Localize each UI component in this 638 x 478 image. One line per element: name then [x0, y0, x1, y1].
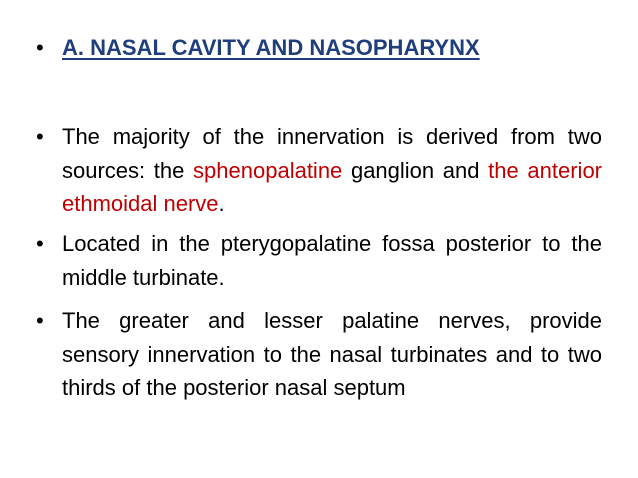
bullet-marker: • — [36, 124, 44, 149]
highlight-anterior-ethmoidal-nerve: the anterior ethmoidal nerve — [62, 157, 603, 216]
text-run: ganglion and — [342, 157, 489, 183]
highlight-sphenopalatine: sphenopalatine — [193, 157, 343, 183]
bullet-text — [62, 120, 602, 221]
text-run: The majority of the innervation is derived from two sources: the — [62, 124, 602, 183]
title-row — [36, 33, 602, 63]
bullet-marker: • — [36, 35, 44, 60]
bullet-marker: • — [36, 231, 44, 256]
text-run: . — [218, 191, 225, 216]
bullet-item-1 — [36, 120, 602, 221]
bullet-text: Located in the pterygopalatine fossa posterior to the middle turbinate. — [62, 231, 602, 290]
slide-title: A. NASAL CAVITY AND NASOPHARYNX — [62, 35, 480, 60]
bullet-item-2 — [36, 227, 602, 294]
bullet-text: The greater and lesser palatine nerves, provide sensory innervation to the nasal turbinates and to two thirds of the posterior nasal septum — [62, 308, 602, 400]
bullet-item-3 — [36, 304, 602, 405]
bullet-marker: • — [36, 308, 44, 333]
